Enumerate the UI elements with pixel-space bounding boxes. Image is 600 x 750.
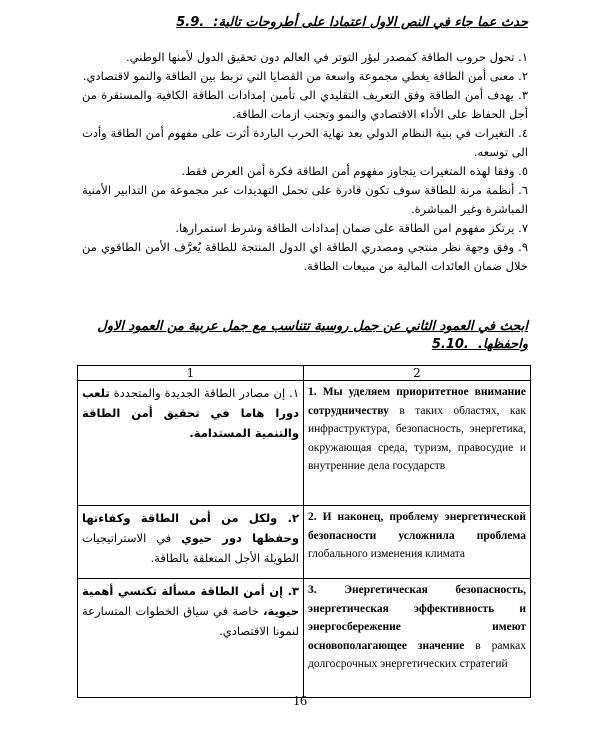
list-item: ٧. يرتكز مفهوم امن الطاقة على ضمان إمدادات الطاقة وشرط استمرارها. [175, 221, 528, 235]
plain-text: خاصة في سياق الخطوات المتسارعة لنمونا الاقتصادي. [82, 604, 299, 638]
russian-sentence-cell [304, 506, 531, 579]
bold-text: تلعب دورا هاما في تحقيق أمن الطاقة والتنمية المستدامة. [82, 386, 299, 440]
table-row [78, 506, 531, 579]
arabic-sentence-cell [78, 579, 304, 698]
bold-text: 2. И наконец, проблему энергетической безопасности усложнила проблема [308, 511, 526, 542]
column-header-russian: 2 [304, 366, 531, 381]
arabic-sentence-cell [78, 381, 304, 506]
plain-text: глобального изменения климата [308, 548, 466, 560]
table-row [78, 381, 531, 506]
russian-sentence-cell [304, 381, 531, 506]
column-header-arabic: 1 [78, 366, 304, 381]
section-number: 5.9. [176, 15, 205, 30]
list-item: ٩. وفق وجهة نظر منتجي ومصدري الطاقة اي الدول المنتجة للطاقة يُعرَّف الأمن الطاقوي من خلال ضمان العائدات المالية من مبيعات الطاقة. [82, 240, 528, 273]
bold-text: 3. Энергетическая безопасность, энергетическая эффективность и энергосбережение имеют основополагающее значение [308, 584, 526, 652]
plain-text: في الاستراتيجيات الطويلة الأجل المتعلقة بالطاقة. [82, 531, 299, 565]
list-item: ٦. أنظمة مرنة للطاقة سوف تكون قادرة على تحمل التهديدات عبر مجموعة من التدابير الأمنية المباشرة وغير المباشرة. [82, 183, 528, 216]
section-number: 5.10. [431, 337, 469, 352]
bold-text: ٣. إن أمن الطاقة مسألة تكتسي أهمية حيوية، [82, 584, 299, 618]
list-item: ٥. وفقا لهذه المتغيرات يتجاوز مفهوم أمن الطاقة فكرة أمن العرض فقط. [181, 164, 528, 178]
bold-text: ٢. ولكل من أمن الطاقة وكفاءتها وحفظها دور حيوي [82, 511, 299, 545]
matching-table [77, 365, 531, 698]
list-item: ٣. يهدف أمن الطاقة وفق التعريف التقليدي الى تأمين إمدادات الطاقة الكافية والمستقرة من أجل الحفاظ على الأداء الاقتصادي والنمو وتجنب ازمات الطاقة. [82, 88, 528, 121]
section-heading-5-9 [68, 14, 528, 32]
page-number: 16 [293, 694, 307, 709]
russian-sentence-cell [304, 579, 531, 698]
statement-list [82, 48, 528, 276]
section-title: ابحث في العمود الثاني عن جمل روسية تتناسب مع جمل عربية من العمود الاول واحفظها. [97, 319, 528, 352]
plain-text: в таких областях, как инфраструктура, безопасность, энергетика, окружающая среда, туризм, правосудие и внутренние дела государств [308, 404, 526, 472]
section-heading-5-10 [68, 318, 528, 354]
list-item: ٤. التغيرات في بنية النظام الدولي بعد نهاية الحرب الباردة أثرت على مفهوم أمن الطاقة وأدت الى توسعه. [82, 126, 528, 159]
section-title: حدث عما جاء في النص الاول اعتمادا على أطروحات تالية: [213, 15, 528, 30]
arabic-sentence-cell [78, 506, 304, 579]
list-item: ٢. معنى أمن الطاقة يغطي مجموعة واسعة من القضايا التي تربط بين الطاقة والنمو لاقتصادي. [82, 69, 528, 83]
plain-text: ١. إن مصادر الطاقة الجديدة والمتجددة [109, 386, 299, 400]
table-row [78, 579, 531, 698]
plain-text: в рамках долгосрочных энергетических стратегий [308, 639, 526, 670]
list-item: ١. تحول حروب الطاقة كمصدر لبؤر التوتر في العالم دون تحقيق الدول لأمنها الوطني. [126, 50, 528, 64]
bold-text: 1. Мы уделяем приоритетное внимание сотрудничеству [308, 386, 526, 417]
